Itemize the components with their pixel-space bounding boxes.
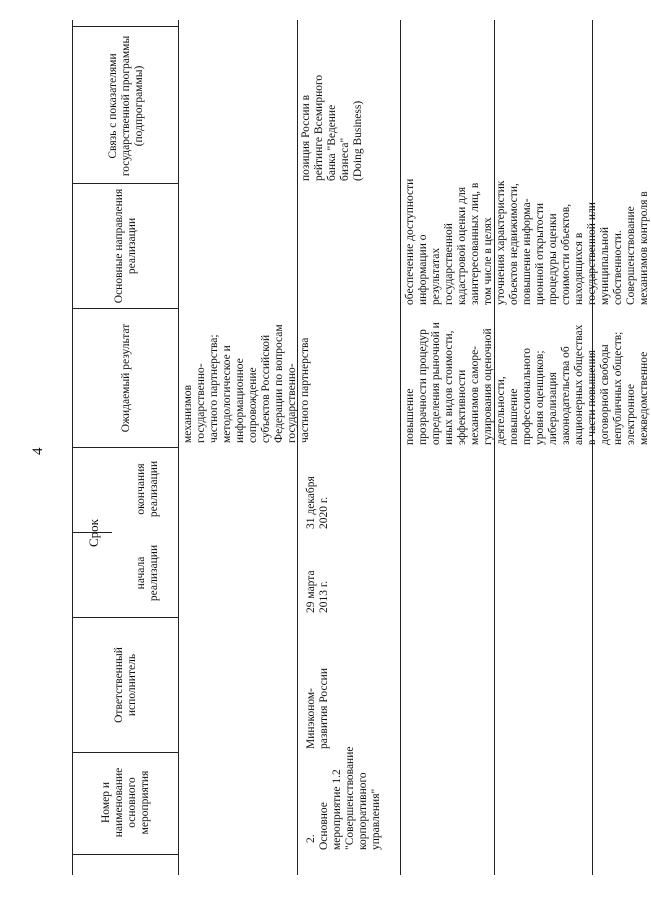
column-divider-1 — [297, 20, 298, 875]
header-directions: Основные направления реализации — [113, 188, 138, 304]
row-link: позиция России в рейтинге Всемирного банка "Ведение бизнеса" (Doing Business) — [300, 74, 364, 181]
page-number: 4 — [30, 447, 46, 455]
row-result: повышение прозрачности процедур определения рыночной и иных видов стоимости, эффективности механизмов саморе- гулирования оценочной деятельности, повышение профессионального уровня оценщиков; либерализация законодательства об акционерных обществах в части повышения договорной свободы непубличных обществ; электронное межведомственное — [404, 322, 650, 445]
row-executor: Минэконом- развития России — [305, 668, 330, 749]
row-end: 31 декабря 2020 г. — [305, 476, 330, 529]
header-row-divider-1 — [72, 752, 178, 753]
header-row-divider-3 — [72, 447, 178, 448]
table-left-edge — [72, 854, 178, 855]
header-row-divider-6 — [72, 26, 178, 27]
header-result: Ожидаемый результат — [119, 323, 132, 433]
header-row-divider-2 — [72, 617, 178, 618]
header-end: окончания реализации — [135, 460, 160, 518]
row-start: 29 марта 2013 г. — [305, 570, 330, 613]
header-link: Связь с показателями государственной программы (подпрограммы) — [106, 35, 145, 177]
row-index: 2. — [305, 834, 317, 843]
row-directions: обеспечение доступности информации о результатах государственной кадастровой оценки для заинтересованных лиц, в том числе в целях уточнения характеристик объектов недвижимости, повышение информа- ционной открытости процедуры оценки стоимости объектов, находящихся в государственной или муниципальной собственности. Совершенствование механизмов контроля в — [404, 178, 650, 305]
column-divider-2 — [400, 20, 401, 875]
row-name: Основное мероприятие 1.2 "Совершенствование корпоративного управления" — [318, 746, 382, 850]
header-divider — [178, 20, 179, 875]
continuation-result: механизмов государственно- частного партнерства; методологическое и информационное сопровождение субъектов Российской Федерации по вопросам государственно- частного партнерства — [182, 324, 311, 443]
header-term: Срок — [85, 519, 101, 547]
header-start: начала реализации — [135, 544, 160, 602]
header-row-divider-4 — [72, 308, 178, 309]
header-executor: Ответственный исполнитель — [113, 647, 138, 723]
header-number-name: Номер и наименование основного мероприятия — [100, 767, 151, 838]
header-row-divider-5 — [72, 183, 178, 184]
